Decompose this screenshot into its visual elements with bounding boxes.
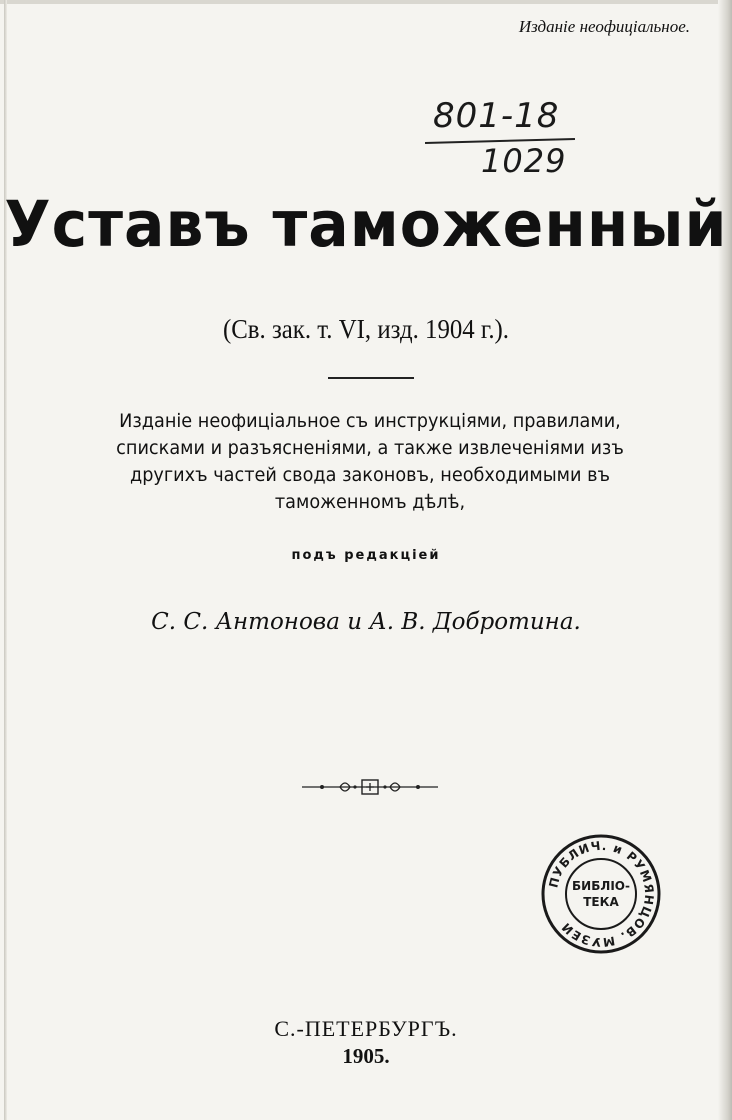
- edition-description: Изданіе неофиціальное съ инструкціями, правилами, списками и разъясненіями, а также извлеченіями изъ другихъ частей свода законовъ, необходимыми въ таможенномъ дѣлѣ,: [116, 410, 624, 513]
- page-edge-top: [0, 0, 732, 4]
- shelfmark-line-2: 1029: [481, 142, 567, 180]
- publication-city: С.-ПЕТЕРБУРГЪ.: [274, 1016, 458, 1041]
- editors-names: С. С. Антонова и А. В. Добротина.: [151, 609, 581, 635]
- title-divider: [328, 377, 414, 379]
- editorship-label: подъ редакціей: [291, 548, 441, 563]
- decorative-ornament: [300, 775, 440, 799]
- library-stamp: [540, 833, 662, 955]
- book-subtitle: (Св. зак. т. VI, изд. 1904 г.).: [222, 314, 510, 344]
- edition-note: Изданіе неофиціальное.: [518, 17, 690, 36]
- handwritten-shelfmark: [425, 96, 585, 186]
- book-title: Уставъ таможенный: [4, 188, 728, 262]
- publication-year: 1905.: [342, 1044, 390, 1068]
- stamp-center-line-2: ТЕКА: [583, 895, 619, 909]
- shelfmark-line-1: 801-18: [433, 96, 560, 136]
- stamp-center-line-1: БИБЛІО-: [572, 879, 630, 893]
- stamp-ring-text: ПУБЛИЧ. и РУМЯНЦОВ. МУЗЕИ: [546, 838, 657, 950]
